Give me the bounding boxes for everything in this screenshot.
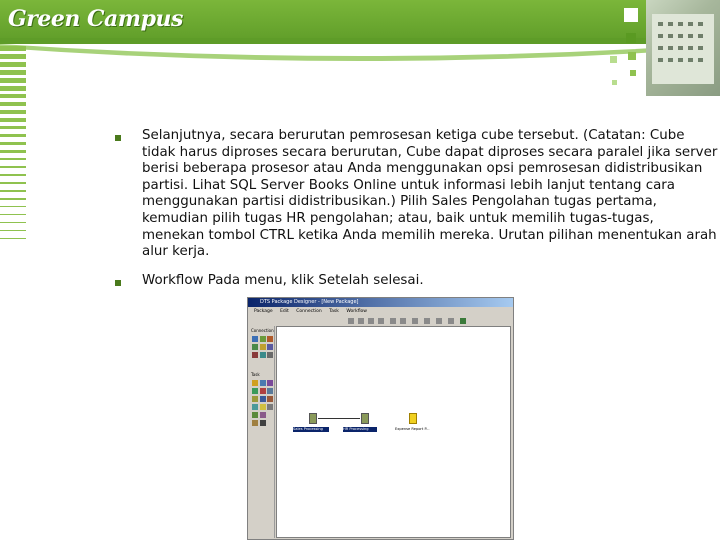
bullet-text: Workflow Pada menu, klik Setelah selesai.: [142, 273, 424, 288]
task-icon[interactable]: [252, 388, 258, 394]
connection-icon[interactable]: [260, 336, 266, 342]
connection-icon[interactable]: [260, 352, 266, 358]
menu-item[interactable]: Workflow: [346, 309, 367, 314]
menu-item[interactable]: Connection: [296, 309, 322, 314]
connection-icon[interactable]: [252, 336, 258, 342]
campus-building-photo: [646, 0, 720, 96]
task-icon[interactable]: [260, 404, 266, 410]
toolbar-icon[interactable]: [424, 318, 430, 324]
task-icon[interactable]: [260, 396, 266, 402]
task-icon[interactable]: [260, 412, 266, 418]
menu-item[interactable]: Edit: [280, 309, 289, 314]
toolbar-icon[interactable]: [436, 318, 442, 324]
task-icon[interactable]: [252, 420, 258, 426]
toolbar-icon[interactable]: [368, 318, 374, 324]
task-icon[interactable]: [267, 404, 273, 410]
task-icon[interactable]: [267, 380, 273, 386]
toolbar-icon[interactable]: [358, 318, 364, 324]
task-icon[interactable]: [267, 388, 273, 394]
hr-processing-task[interactable]: [361, 413, 369, 424]
header-square: [624, 8, 638, 22]
toolbar-icon[interactable]: [400, 318, 406, 324]
connection-icon[interactable]: [252, 352, 258, 358]
task-label: HR Processing: [343, 427, 377, 432]
menu-item[interactable]: Package: [254, 309, 273, 314]
brand-logo: Green Campus: [8, 6, 183, 32]
window-titlebar: DTS Package Designer - [New Package]: [248, 298, 513, 307]
menu-bar: [248, 307, 513, 316]
toolbar-icon[interactable]: [412, 318, 418, 324]
designer-canvas[interactable]: [276, 326, 511, 538]
palette-section-label: Connection: [251, 328, 274, 333]
toolbar: [248, 316, 513, 326]
toolbar-icon[interactable]: [460, 318, 466, 324]
header-square: [630, 70, 636, 76]
bullet-marker: [115, 135, 121, 141]
bullet-marker: [115, 280, 121, 286]
menu-item[interactable]: Task: [329, 309, 339, 314]
header-square: [612, 80, 617, 85]
task-palette: [250, 326, 275, 538]
task-icon[interactable]: [260, 420, 266, 426]
task-icon[interactable]: [252, 380, 258, 386]
connection-icon[interactable]: [260, 344, 266, 350]
header-square: [626, 33, 636, 43]
expense-report-task[interactable]: [409, 413, 417, 424]
task-label: Sales Processing: [293, 427, 329, 432]
palette-section-label: Task: [251, 372, 260, 377]
connection-icon[interactable]: [252, 344, 258, 350]
connection-icon[interactable]: [267, 352, 273, 358]
task-icon[interactable]: [260, 388, 266, 394]
task-icon[interactable]: [260, 380, 266, 386]
workflow-arrow: [318, 418, 360, 419]
left-stripe-bar: [0, 44, 26, 540]
toolbar-icon[interactable]: [378, 318, 384, 324]
connection-icon[interactable]: [267, 336, 273, 342]
task-icon[interactable]: [267, 396, 273, 402]
task-icon[interactable]: [252, 396, 258, 402]
task-label: Expense Report P...: [395, 427, 430, 431]
task-icon[interactable]: [252, 412, 258, 418]
header-square: [610, 56, 617, 63]
toolbar-icon[interactable]: [348, 318, 354, 324]
task-icon[interactable]: [252, 404, 258, 410]
toolbar-icon[interactable]: [448, 318, 454, 324]
connection-icon[interactable]: [267, 344, 273, 350]
dts-designer-screenshot: [247, 297, 514, 540]
sales-processing-task[interactable]: [309, 413, 317, 424]
toolbar-icon[interactable]: [390, 318, 396, 324]
bullet-text: Selanjutnya, secara berurutan pemrosesan ketiga cube tersebut. (Catatan: Cube tidak harus diproses secara berurutan, Cube dapat diproses secara paralel jika server berisi beberapa prosesor atau Anda menggunakan opsi pemrosesan didistribusikan partisi. Lihat SQL Server Books Online untuk informasi lebih lanjut tentang cara menggunakan partisi didistribusikan.) Pilih Sales Pengolahan tugas pertama, kemudian pilih tugas HR pengolahan; atau, baik untuk memilih tugas-tugas, menekan tombol CTRL ketika Anda memilih mereka. Urutan pilihan menentukan arah alur kerja.: [142, 128, 718, 260]
header-square: [628, 52, 636, 60]
